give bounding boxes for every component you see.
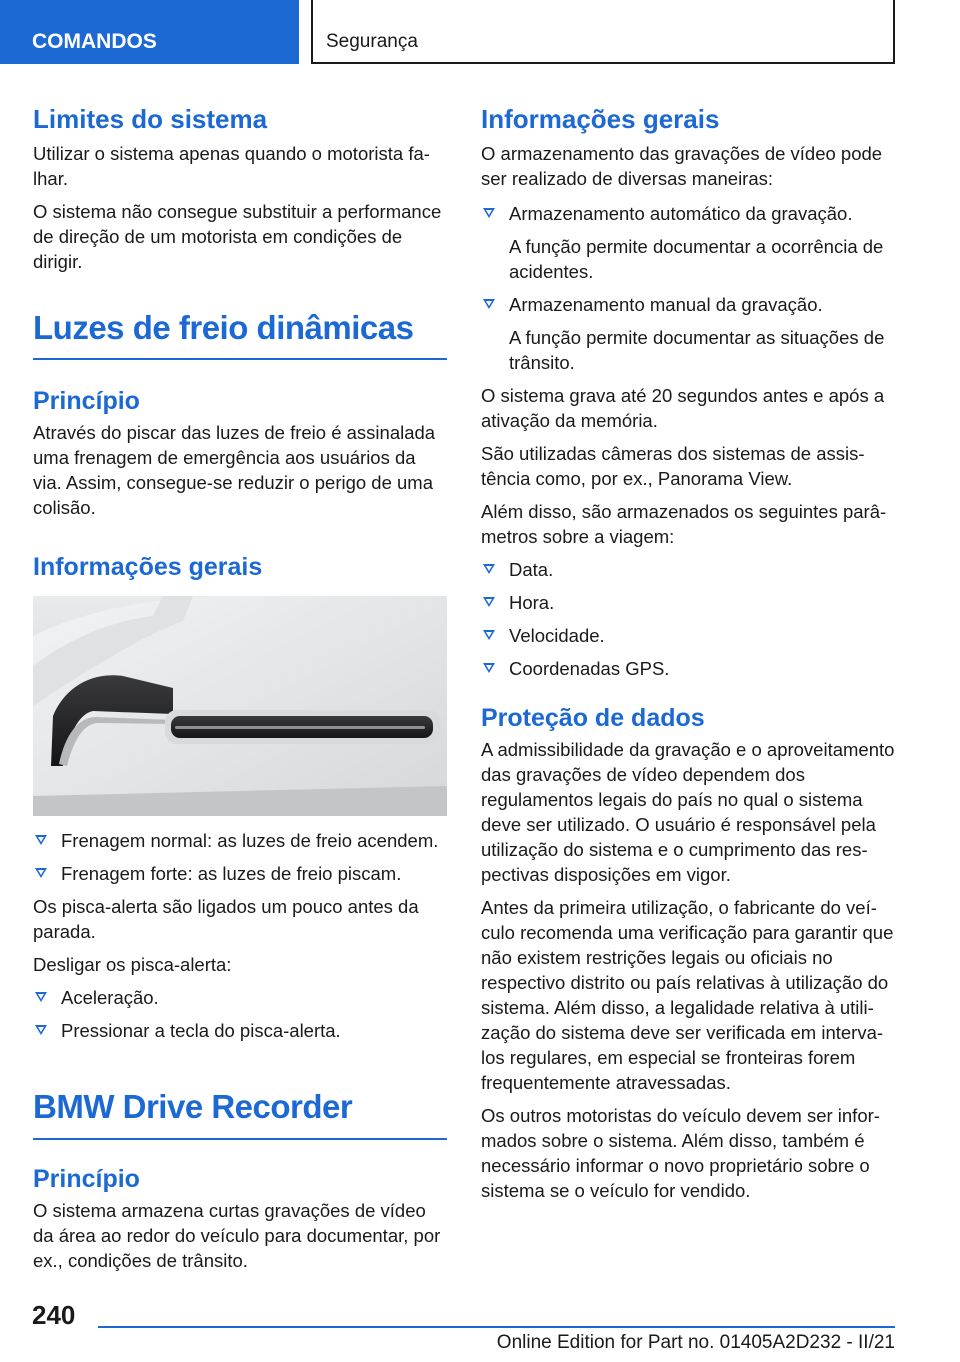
hazard-paragraph-2: Desligar os pisca-alerta: — [33, 954, 232, 976]
list-item — [481, 292, 895, 317]
triangle-bullet-icon — [483, 663, 495, 673]
triangle-bullet-icon — [483, 299, 495, 309]
triangle-bullet-icon — [35, 992, 47, 1002]
triangle-bullet-icon — [35, 1025, 47, 1035]
list-item-detail: A função permite documentar as situações de trânsito. — [509, 327, 885, 374]
list-item-text: Pressionar a tecla do pisca-alerta. — [61, 1020, 341, 1042]
list-item-detail: A função permite documentar a ocorrência de acidentes. — [509, 236, 884, 283]
list-item-text: Data. — [509, 559, 554, 581]
limits-paragraph-1: Utilizar o sistema apenas quando o motorista falhar. — [33, 143, 430, 190]
list-item — [481, 623, 895, 648]
list-item — [33, 861, 447, 886]
section-label: COMANDOS — [32, 30, 157, 53]
parameters-list — [481, 557, 895, 681]
privacy-paragraph-3: Os outros motoristas do veículo devem ser informados sobre o sistema. Além disso, também é necessário informar o novo proprietário sobre o sistema se o veículo for vendido. — [481, 1105, 880, 1202]
principle-heading-2: Princípio — [33, 1164, 140, 1193]
storage-intro-paragraph: O armazenamento das gravações de vídeo pode ser realizado de diversas maneiras: — [481, 143, 883, 190]
triangle-bullet-icon — [483, 597, 495, 607]
parameters-paragraph: Além disso, são armazenados os seguintes parâmetros sobre a viagem: — [481, 501, 887, 548]
records-paragraph: O sistema grava até 20 segundos antes e após a ativação da memória. — [481, 385, 885, 432]
general-info-heading: Informações gerais — [33, 553, 263, 582]
list-item — [33, 1018, 447, 1043]
right-column — [481, 104, 895, 1203]
recorder-general-heading: Informações gerais — [481, 104, 720, 134]
list-item — [481, 590, 895, 615]
data-protection-heading: Proteção de dados — [481, 704, 705, 733]
page-number: 240 — [32, 1300, 76, 1330]
hazard-paragraph-1: Os pisca-alerta são ligados um pouco antes da parada. — [33, 896, 419, 943]
section-divider — [33, 358, 447, 360]
list-item-text: Velocidade. — [509, 625, 605, 647]
principle-heading: Princípio — [33, 387, 140, 416]
list-item — [481, 201, 895, 226]
triangle-bullet-icon — [483, 208, 495, 218]
cameras-paragraph: São utilizadas câmeras dos sistemas de assistência como, por ex., Panorama View. — [481, 443, 865, 490]
list-item-text: Coordenadas GPS. — [509, 658, 670, 680]
edition-note: Online Edition for Part no. 01405A2D232 - II/21 — [496, 1332, 895, 1353]
limits-paragraph-2: O sistema não consegue substituir a performance de direção de um motorista em condições de dirigir. — [33, 201, 442, 273]
triangle-bullet-icon — [35, 835, 47, 845]
drive-recorder-heading: BMW Drive Recorder — [33, 1088, 353, 1126]
triangle-bullet-icon — [35, 868, 47, 878]
tail-light-illustration — [33, 596, 447, 816]
privacy-paragraph-1: A admissibilidade da gravação e o aproveitamento das gravações de vídeo dependem dos regulamentos legais do país no qual o sistema deve ser utilizado. O usuário é responsável pela utilização do sistema e o cumprimento das respectivas disposições em vigor. — [481, 739, 895, 886]
limits-heading: Limites do sistema — [33, 104, 268, 134]
section-tab — [0, 0, 299, 64]
list-item-text: Frenagem normal: as luzes de freio acendem. — [61, 830, 439, 852]
list-item-text: Armazenamento automático da gravação. — [509, 203, 853, 225]
list-item-text: Hora. — [509, 592, 555, 614]
dynamic-brake-lights-heading: Luzes de freio dinâmicas — [33, 309, 414, 347]
triangle-bullet-icon — [483, 564, 495, 574]
footer-divider — [98, 1326, 895, 1328]
header-title-box — [311, 0, 895, 64]
triangle-bullet-icon — [483, 630, 495, 640]
list-item-text: Aceleração. — [61, 987, 159, 1009]
section-divider — [33, 1138, 447, 1140]
storage-list — [481, 201, 895, 375]
list-item-text: Frenagem forte: as luzes de freio piscam. — [61, 863, 402, 885]
principle-paragraph: Através do piscar das luzes de freio é assinalada uma frenagem de emergência aos usuários da via. Assim, consegue-se reduzir o perigo de uma colisão. — [33, 422, 436, 519]
list-item — [33, 985, 447, 1010]
page-header-title: Segurança — [326, 31, 418, 52]
left-column — [33, 104, 447, 1273]
list-item — [481, 557, 895, 582]
list-item-text: Armazenamento manual da gravação. — [509, 294, 823, 316]
privacy-paragraph-2: Antes da primeira utilização, o fabricante do veículo recomenda uma verificação para garantir que não existem restrições legais ou oficiais no respectivo distrito ou país relativas à utilização do sistema. Além disso, a legalidade relativa à utilização do sistema deve ser verificada em intervalos regulares, em especial se fronteiras forem frequentemente atravessadas. — [481, 897, 894, 1094]
brake-behaviour-list — [33, 828, 447, 886]
recorder-principle-paragraph: O sistema armazena curtas gravações de vídeo da área ao redor do veículo para documentar, por ex., condições de trânsito. — [33, 1199, 441, 1271]
hazard-off-list — [33, 985, 447, 1043]
list-item — [481, 656, 895, 681]
list-item — [33, 828, 447, 853]
